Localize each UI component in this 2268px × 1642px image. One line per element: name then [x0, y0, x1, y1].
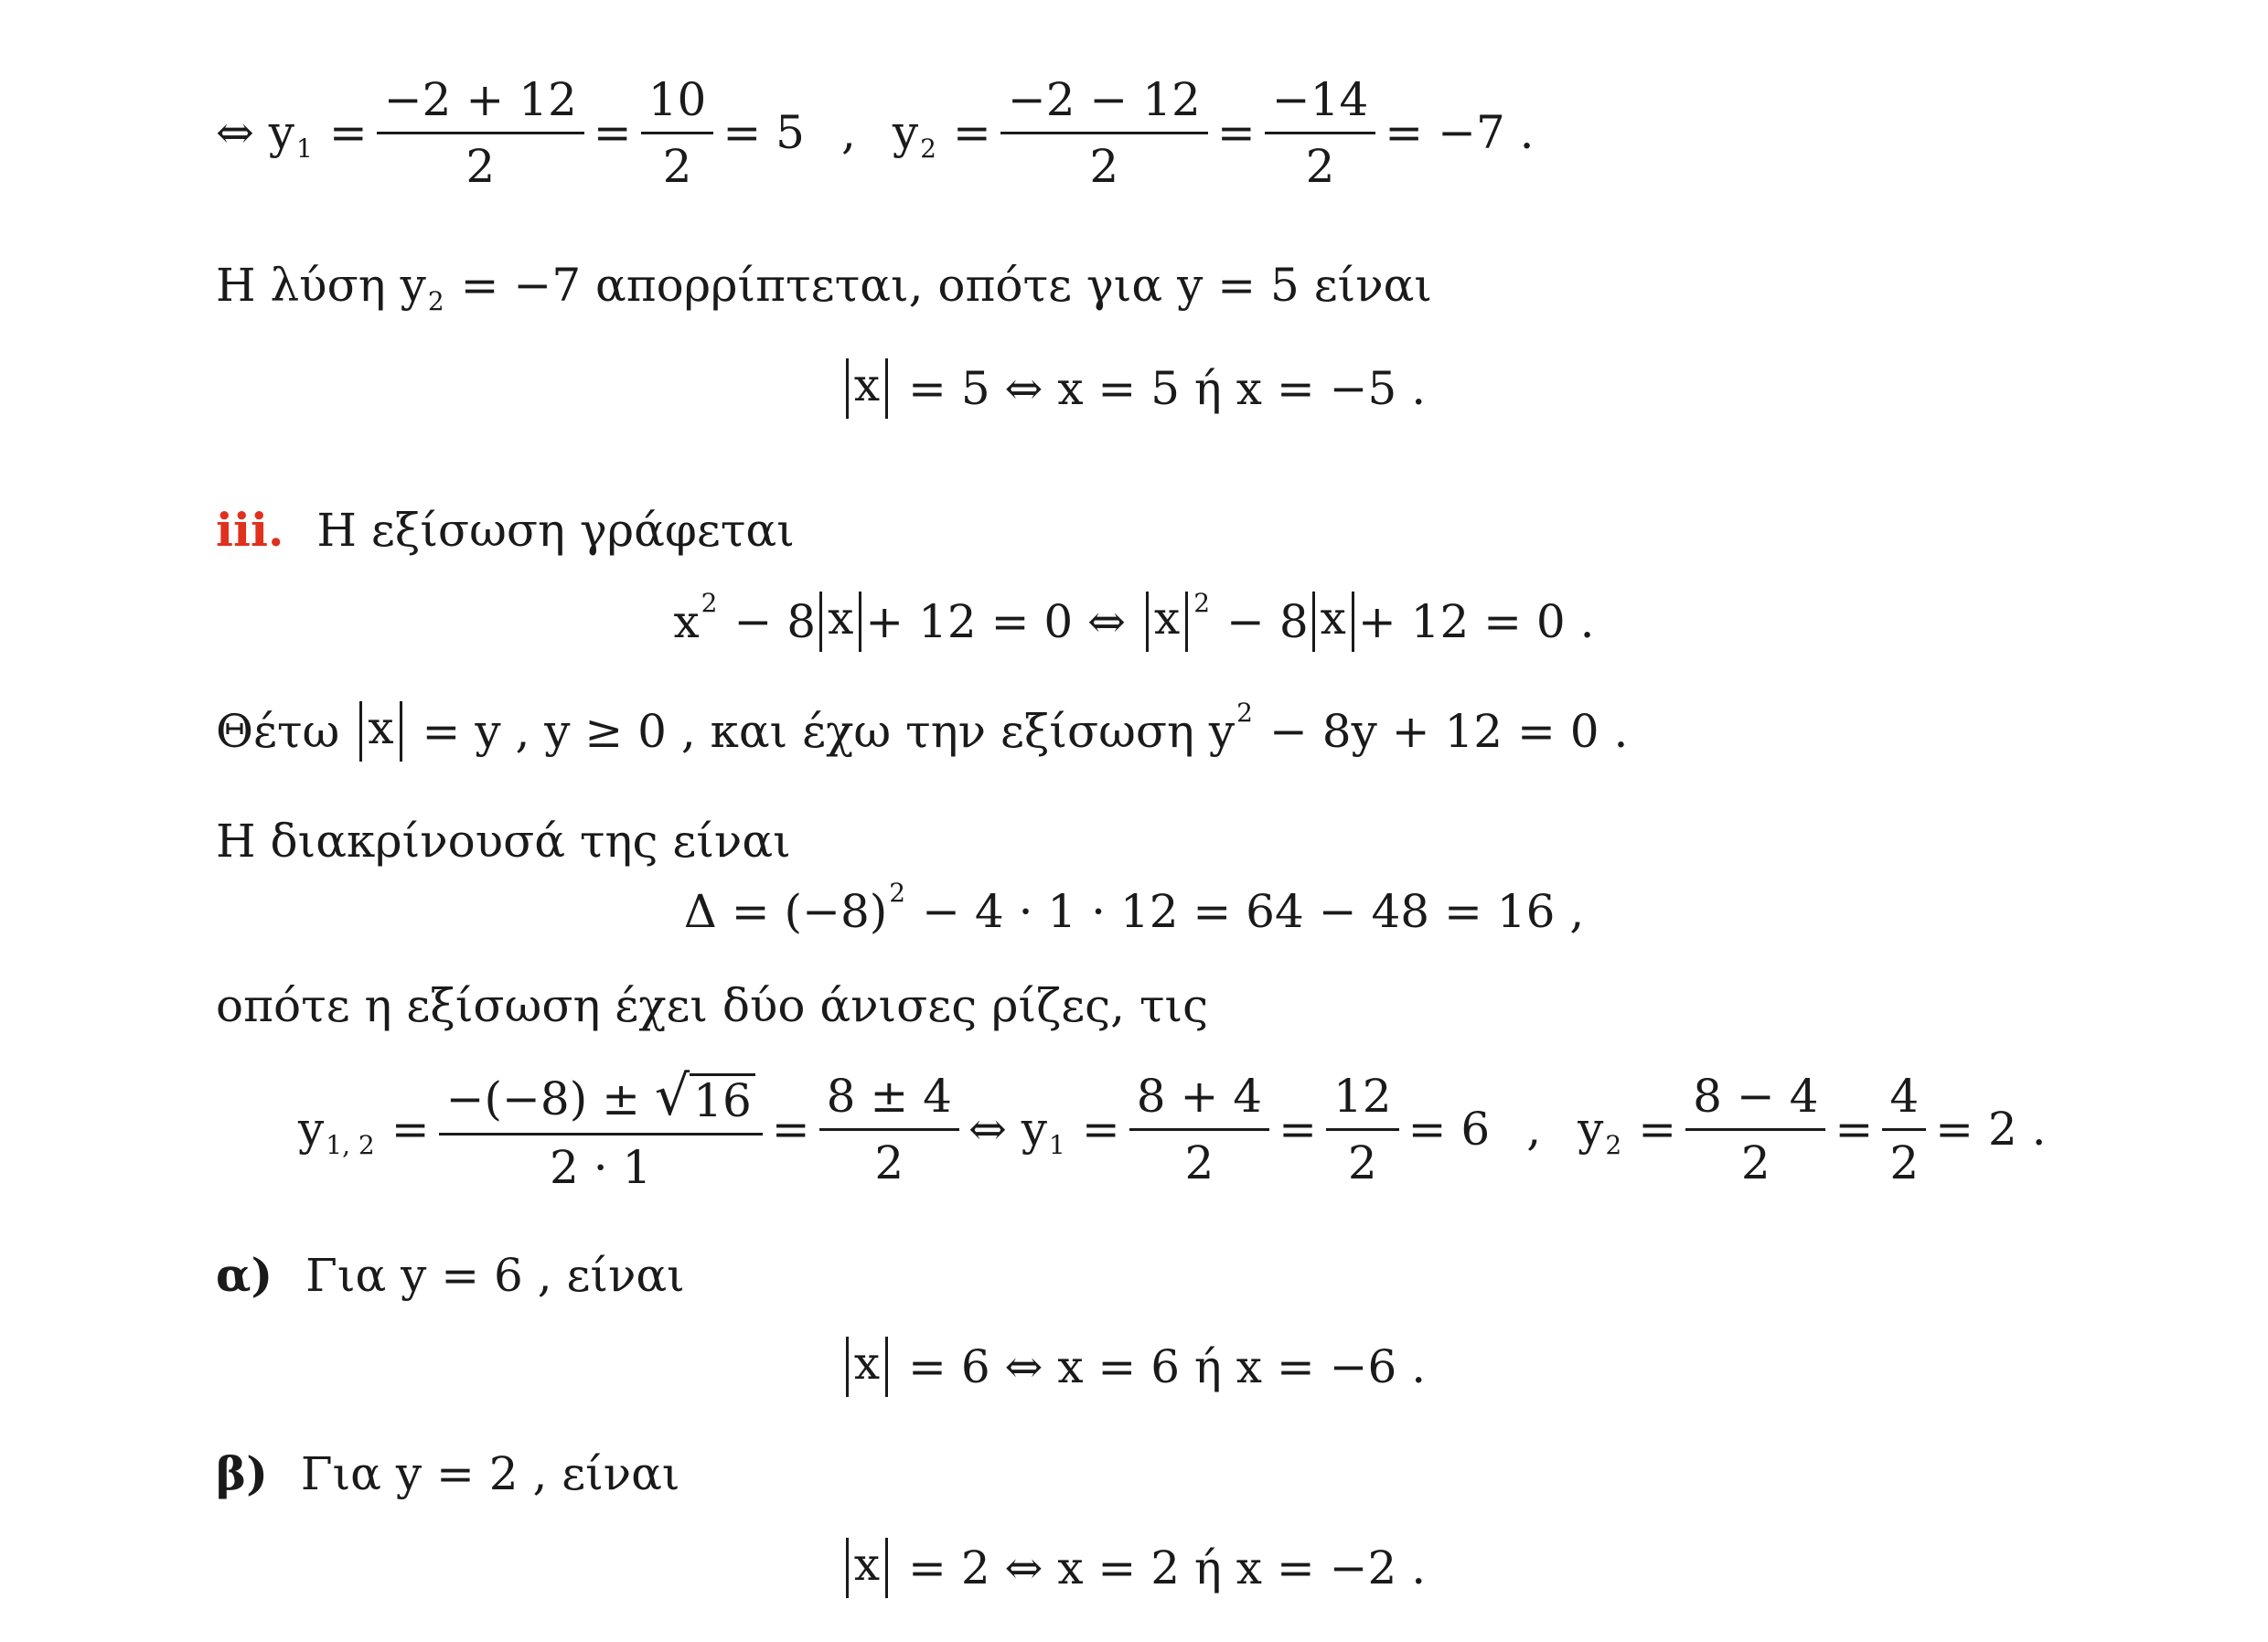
subscript: 2	[920, 133, 936, 164]
denominator: 2 · 1	[550, 1140, 652, 1194]
equals: =	[1638, 1103, 1677, 1156]
equation-roots	[298, 1056, 2047, 1202]
denominator: 2	[874, 1136, 904, 1189]
equals: =	[593, 106, 632, 159]
term: − 8	[1226, 595, 1309, 648]
subscript: 2	[427, 286, 444, 316]
equation-abs-x-6	[0, 1335, 2268, 1399]
text-roots-intro: οπότε η εξίσωση έχει δύο άνισες ρίζες, τις	[216, 979, 1209, 1032]
denominator: 2	[662, 139, 692, 193]
superscript: 2	[889, 878, 906, 908]
absolute-value: x	[359, 701, 401, 762]
text-rejected-solution	[216, 258, 1432, 316]
equation-rest: = 5 ⇔ x = 5 ή x = −5 .	[908, 362, 1427, 415]
fraction	[439, 1063, 763, 1194]
text-part: − 8y + 12 = 0 .	[1268, 705, 1629, 758]
equals: =	[390, 1103, 430, 1156]
equation-x2-abs	[0, 585, 2268, 658]
term: − 8	[733, 595, 817, 648]
part-text: Η εξίσωση γράφεται	[316, 504, 795, 557]
equals: =	[1081, 1103, 1120, 1156]
fraction	[1685, 1069, 1825, 1189]
term: Δ = (−8)	[683, 885, 888, 938]
part-iii-heading	[216, 503, 795, 558]
denominator: 2	[1347, 1136, 1377, 1189]
text-part: Θέτω	[216, 705, 340, 758]
numerator-text: −(−8) ±	[445, 1072, 640, 1125]
equals: =	[1216, 106, 1256, 159]
fraction	[819, 1069, 959, 1189]
variable: y	[892, 106, 919, 159]
equation-rest: = 6 ⇔ x = 6 ή x = −6 .	[908, 1340, 1427, 1393]
term: + 12 = 0 ⇔	[865, 595, 1126, 648]
result: = 6	[1407, 1103, 1491, 1156]
numerator: −14	[1271, 72, 1369, 126]
denominator: 2	[1740, 1136, 1771, 1189]
radicand: 16	[690, 1073, 755, 1124]
fraction	[641, 72, 714, 193]
superscript: 2	[1236, 698, 1253, 728]
equals: =	[328, 106, 368, 159]
fraction	[1000, 72, 1208, 193]
absolute-value: x	[1312, 592, 1354, 652]
result: = −7 .	[1385, 106, 1535, 159]
equation-rest: = 2 ⇔ x = 2 ή x = −2 .	[908, 1541, 1427, 1594]
fraction	[1265, 72, 1376, 193]
part-alpha-heading	[216, 1248, 685, 1303]
fraction	[1326, 1069, 1399, 1189]
denominator: 2	[1889, 1136, 1920, 1189]
numerator: 12	[1332, 1069, 1392, 1123]
numerator: 4	[1889, 1069, 1920, 1123]
equals: =	[1835, 1103, 1874, 1156]
subscript: 1	[296, 133, 313, 164]
absolute-value: x	[846, 1538, 888, 1598]
numerator: 8 + 4	[1136, 1069, 1263, 1123]
comma: ,	[840, 106, 856, 159]
superscript: 2	[701, 588, 718, 618]
absolute-value: x	[846, 1337, 888, 1397]
eq-lead: ⇔ y	[216, 106, 295, 159]
numerator: 10	[647, 72, 707, 126]
numerator: −2 − 12	[1007, 72, 1201, 126]
text-discriminant-intro: Η διακρίνουσά της είναι	[216, 815, 791, 868]
fraction	[1129, 1069, 1269, 1189]
subscript: 1, 2	[326, 1130, 375, 1160]
text-part: = y , y ≥ 0 , και έχω την εξίσωση y	[422, 705, 1236, 758]
part-beta-heading	[216, 1446, 680, 1501]
fraction	[377, 72, 584, 193]
term: + 12 = 0 .	[1357, 595, 1595, 648]
equation-y1-y2-first	[216, 72, 1535, 193]
absolute-value: x	[846, 358, 888, 419]
numerator: −2 + 12	[383, 72, 577, 126]
variable: y	[1578, 1103, 1604, 1156]
absolute-value: x	[1146, 592, 1188, 652]
iff-term: ⇔ y	[968, 1103, 1048, 1156]
part-label: α)	[216, 1248, 273, 1302]
equation-abs-x-5	[0, 357, 2268, 421]
variable: y	[298, 1103, 325, 1156]
numerator	[439, 1063, 763, 1133]
subscript: 2	[1605, 1130, 1622, 1160]
text-part: = −7 απορρίπτεται, οπότε για y = 5 είναι	[460, 259, 1432, 312]
superscript: 2	[1193, 588, 1211, 618]
part-text: Για y = 2 , είναι	[300, 1447, 680, 1500]
fraction	[1882, 1069, 1926, 1189]
comma: ,	[1526, 1103, 1542, 1156]
denominator: 2	[1089, 139, 1119, 193]
equation-discriminant	[0, 880, 2268, 944]
denominator: 2	[1184, 1136, 1214, 1189]
equals: =	[771, 1103, 810, 1156]
denominator: 2	[1305, 139, 1335, 193]
equals: =	[1278, 1103, 1317, 1156]
part-label: iii.	[216, 503, 284, 557]
numerator: 8 ± 4	[826, 1069, 952, 1123]
absolute-value: x	[819, 592, 861, 652]
result: = 2 .	[1935, 1103, 2047, 1156]
equals: =	[952, 106, 991, 159]
part-text: Για y = 6 , είναι	[305, 1249, 685, 1302]
square-root: √ 16	[655, 1069, 755, 1124]
denominator: 2	[465, 139, 496, 193]
text-substitution	[216, 699, 1628, 763]
variable: x	[673, 595, 700, 648]
result: = 5	[722, 106, 805, 159]
numerator: 8 − 4	[1693, 1069, 1819, 1123]
part-label: β)	[216, 1446, 268, 1500]
equation-abs-x-2	[0, 1536, 2268, 1600]
term: − 4 · 1 · 12 = 64 − 48 = 16 ,	[922, 885, 1585, 938]
subscript: 1	[1049, 1130, 1065, 1160]
text-part: Η λύση y	[216, 259, 426, 312]
